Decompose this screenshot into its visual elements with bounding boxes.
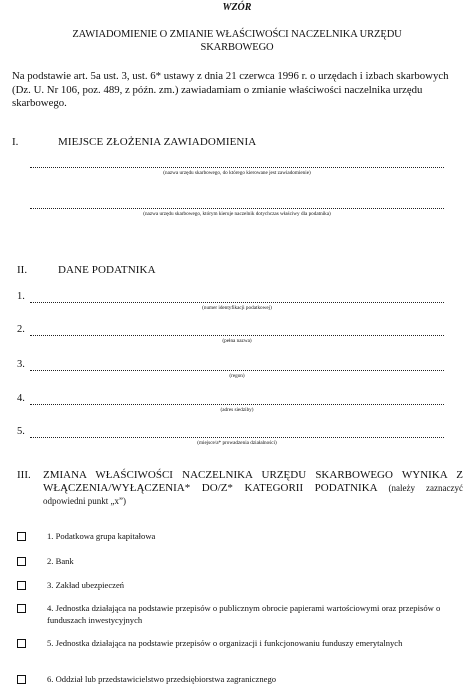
option-capital-group-label: 1. Podatkowa grupa kapitałowa [47,531,156,541]
form-title [20,28,454,54]
option-foreign-branch-label: 6. Oddział lub przedstawicielstwo przedsiębiorstwa zagranicznego [47,674,277,684]
checkbox-pension-fund[interactable] [17,639,26,648]
section1-title: MIEJSCE ZŁOŻENIA ZAWIADOMIENIA [58,136,257,148]
field-business-place-caption: (miejsce/a* prowadzenia działalności) [197,440,277,446]
form-title-line2: SKARBOWEGO [200,42,274,53]
section3-heading [43,469,463,508]
field-nip-caption: (numer identyfikacji podatkowej) [202,305,272,311]
option-bank-label: 2. Bank [47,556,74,566]
field-name-number: 2. [17,324,25,335]
section2-number: II. [17,264,28,276]
checkbox-insurance[interactable] [17,581,26,590]
field-address-caption: (adres siedziby) [220,407,254,413]
section3-hint: (należy zaznaczyć odpowiedni punkt „x”) [43,483,464,506]
field-address-number: 4. [17,393,25,404]
field-regon-number: 3. [17,359,25,370]
option-pension-fund-label: 5. Jednostka działająca na podstawie przepisów o organizacji i funkcjonowaniu funduszy emerytalnych [47,638,403,648]
section1-number: I. [12,136,19,148]
field-full-name[interactable] [30,335,444,336]
template-label: WZÓR [222,2,252,13]
field-nip-number: 1. [17,291,25,302]
option-insurance-label: 3. Zakład ubezpieczeń [47,580,125,590]
field-current-office-caption: (nazwa urzędu skarbowego, którym kieruje naczelnik dotychczas właściwy dla podatnika) [143,211,331,217]
form-title-line1: ZAWIADOMIENIE O ZMIANIE WŁAŚCIWOŚCI NACZELNIKA URZĘDU [72,29,402,40]
field-target-office-caption: (nazwa urzędu skarbowego, do którego kierowane jest zawiadomienie) [163,170,311,176]
checkbox-capital-group[interactable] [17,532,26,541]
section2-title: DANE PODATNIKA [58,264,156,276]
field-regon[interactable] [30,370,444,371]
checkbox-foreign-branch[interactable] [17,675,26,684]
section3-number: III. [17,469,31,481]
field-regon-caption: (regon) [229,373,245,379]
field-business-place[interactable] [30,437,444,438]
checkbox-securities-entity[interactable] [17,604,26,613]
field-full-name-caption: (pełna nazwa) [222,338,252,344]
field-current-office[interactable] [30,208,444,209]
field-address[interactable] [30,404,444,405]
field-business-place-number: 5. [17,426,25,437]
field-target-office[interactable] [30,167,444,168]
section3-title: ZMIANA WŁAŚCIWOŚCI NACZELNIKA URZĘDU SKARBOWEGO WYNIKA Z WŁĄCZENIA/WYŁĄCZENIA* DO/Z* KATEGORII PODATNIKA [43,469,463,494]
legal-basis-paragraph: Na podstawie art. 5a ust. 3, ust. 6* ustawy z dnia 21 czerwca 1996 r. o urzędach i izbach skarbowych (Dz. U. Nr 106, poz. 489, z późn. zm.) zawiadamiam o zmianie właściwości naczelnika urzędu skarbowego. [12,70,449,109]
field-nip[interactable] [30,302,444,303]
option-securities-entity-label: 4. Jednostka działająca na podstawie przepisów o publicznym obrocie papierami wartościowymi oraz przepisów o funduszach inwestycyjnych [47,603,441,625]
checkbox-bank[interactable] [17,557,26,566]
